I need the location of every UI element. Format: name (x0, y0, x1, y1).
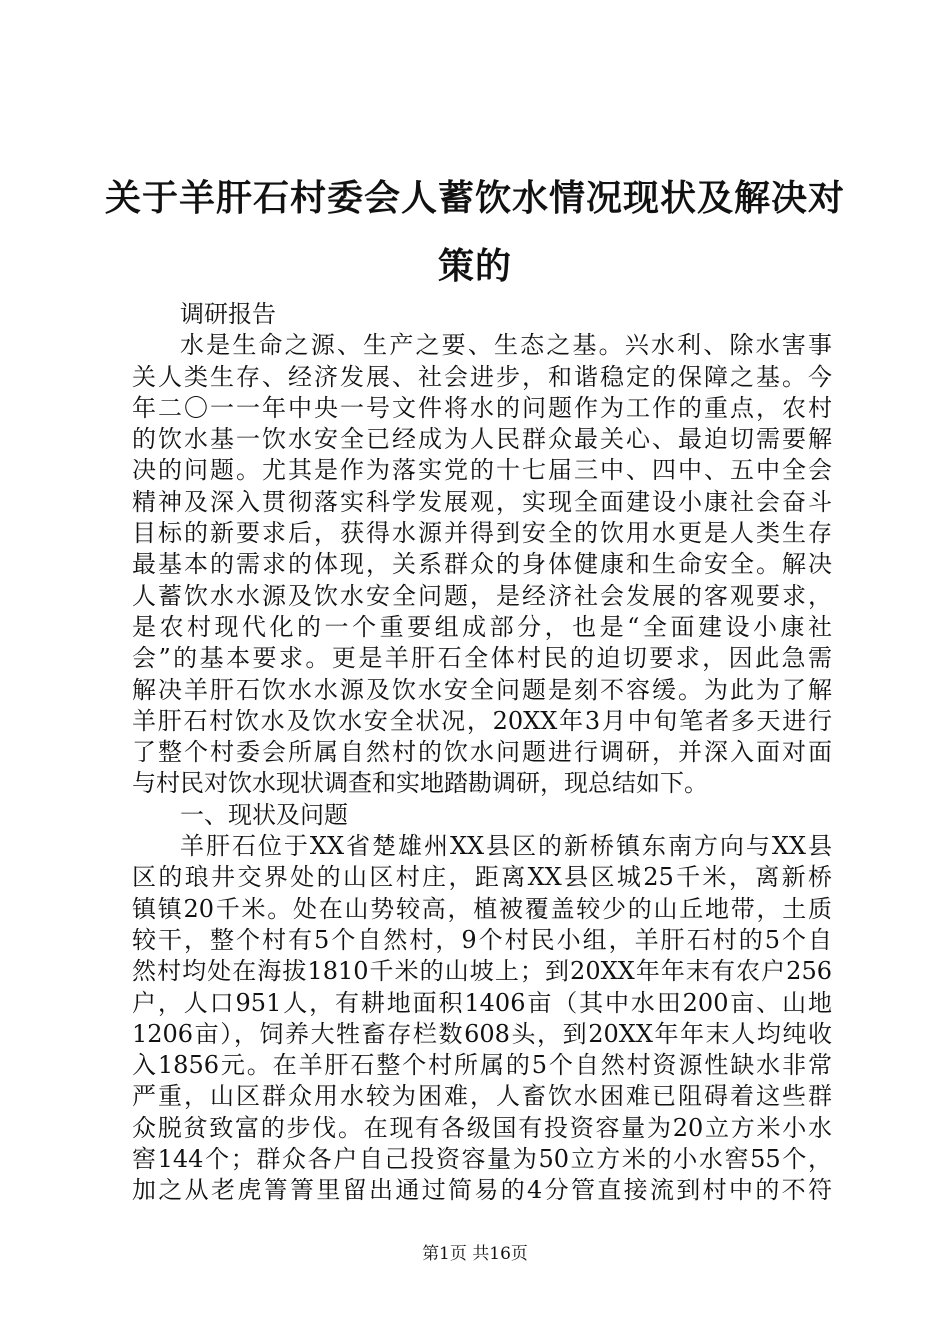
paragraph-line: 与村民对饮水现状调查和实地踏勘调研，现总结如下。 (132, 769, 708, 798)
paragraph-line: 严重，山区群众用水较为困难，人畜饮水困难已阻碍着这些群 (132, 1082, 832, 1111)
paragraph-line: 最基本的需求的体现，关系群众的身体健康和生命安全。解决 (132, 550, 832, 579)
paragraph-status (132, 831, 832, 1207)
paragraph-line: 了整个村委会所属自然村的饮水问题进行调研，并深入面对面 (132, 738, 832, 767)
paragraph-line: 1206亩），饲养大牲畜存栏数608头，到20XX年年末人均纯收 (132, 1019, 832, 1048)
paragraph-line: 户，人口951人，有耕地面积1406亩（其中水田200亩、山地 (132, 988, 832, 1017)
paragraph-line: 水是生命之源、生产之要、生态之基。兴水利、除水害事 (180, 331, 832, 360)
paragraph-line: 然村均处在海拔1810千米的山坡上；到20XX年年末有农户256 (132, 957, 832, 986)
paragraph-line: 入1856元。在羊肝石整个村所属的5个自然村资源性缺水非常 (132, 1051, 832, 1080)
paragraph-line: 羊肝石村饮水及饮水安全状况，20XX年3月中旬笔者多天进行 (132, 706, 832, 735)
paragraph-line: 精神及深入贯彻落实科学发展观，实现全面建设小康社会奋斗 (132, 487, 832, 516)
section-heading: 一、现状及问题 (180, 800, 348, 829)
paragraph-line: 解决羊肝石饮水水源及饮水安全问题是刻不容缓。为此为了解 (132, 675, 832, 704)
paragraph-line: 是农村现代化的一个重要组成部分，也是“全面建设小康社 (132, 612, 832, 641)
paragraph-line: 人蓄饮水水源及饮水安全问题，是经济社会发展的客观要求， (132, 581, 832, 610)
paragraph-line: 窖144个；群众各户自己投资容量为50立方米的小水窖55个， (132, 1145, 832, 1174)
paragraph-line: 较干，整个村有5个自然村，9个村民小组，羊肝石村的5个自 (132, 925, 832, 954)
paragraph-line: 羊肝石位于XX省楚雄州XX县区的新桥镇东南方向与XX县 (180, 832, 832, 861)
paragraph-line: 目标的新要求后，获得水源并得到安全的饮用水更是人类生存 (132, 519, 832, 548)
title-line-2: 策的 (437, 245, 512, 287)
paragraph-line: 加之从老虎箐箐里留出通过简易的4分管直接流到村中的不符 (132, 1176, 832, 1205)
paragraph-line: 会”的基本要求。更是羊肝石全体村民的迫切要求，因此急需 (132, 644, 832, 673)
paragraph-line: 的饮水基一饮水安全已经成为人民群众最关心、最迫切需要解 (132, 425, 832, 454)
document-body (132, 299, 832, 1207)
title-line-1: 关于羊肝石村委会人蓄饮水情况现状及解决对 (104, 177, 845, 219)
report-subtitle: 调研报告 (180, 300, 276, 328)
paragraph-line: 决的问题。尤其是作为落实党的十七届三中、四中、五中全会 (132, 456, 832, 485)
paragraph-line: 镇镇20千米。处在山势较高，植被覆盖较少的山丘地带，土质 (132, 894, 832, 923)
paragraph-line: 区的琅井交界处的山区村庄，距离XX县区城25千米，离新桥 (132, 863, 832, 892)
paragraph-line: 关人类生存、经济发展、社会进步，和谐稳定的保障之基。今 (132, 362, 832, 391)
paragraph-line: 年二〇一一年中央一号文件将水的问题作为工作的重点，农村 (132, 393, 832, 422)
document-title (100, 170, 850, 294)
paragraph-line: 众脱贫致富的步伐。在现有各级国有投资容量为20立方米小水 (132, 1113, 832, 1142)
paragraph-intro (132, 330, 832, 799)
page-number: 第1页 共16页 (422, 1244, 528, 1264)
